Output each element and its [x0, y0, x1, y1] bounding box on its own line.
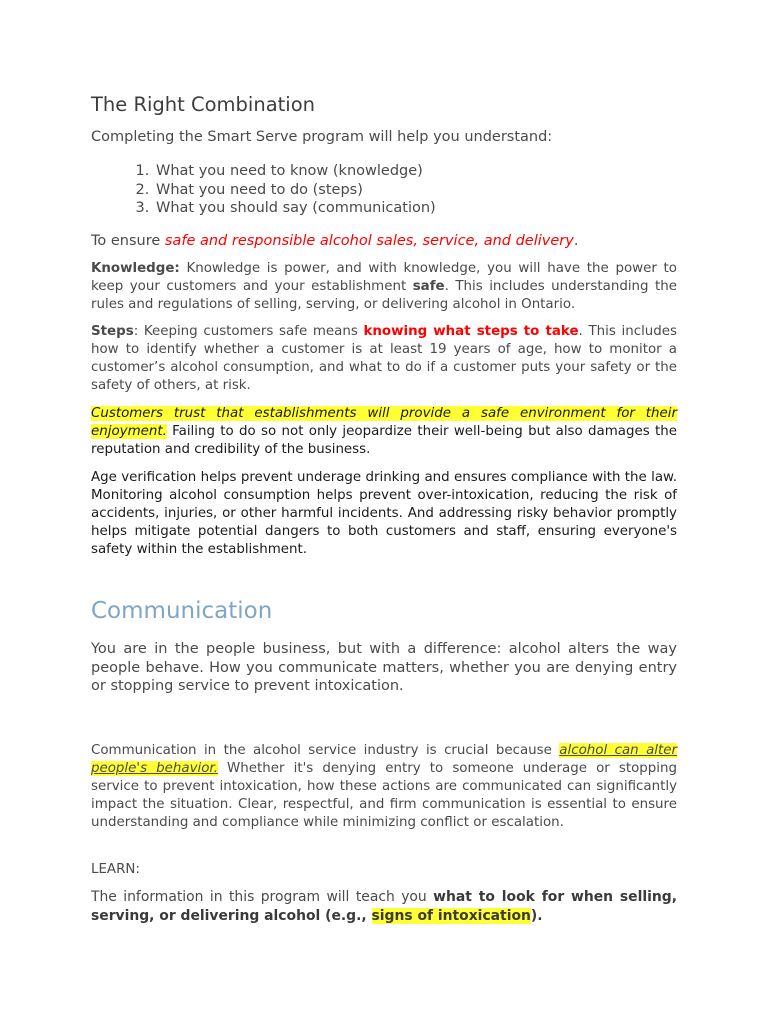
communication-paragraph — [91, 742, 677, 832]
trust-paragraph — [91, 405, 677, 459]
knowledge-paragraph — [91, 260, 677, 314]
knowledge-emphasis: safe — [412, 279, 445, 294]
trust-highlight: Customers trust that establishments will provide a safe environment for their enjoyment. — [91, 406, 677, 439]
knowledge-label: Knowledge: — [91, 261, 180, 276]
trust-text: Failing to do so not only jeopardize their well-being but also damages the reputation and credibility of the business. — [91, 424, 677, 457]
steps-list — [91, 162, 654, 218]
communication-text-b: Whether it's denying entry to someone underage or stopping service to prevent intoxication, how these actions are communicated can significantly impact the situation. Clear, respectful, and firm communication is essential to ensure understanding and compliance while minimizing conflict or escalation. — [91, 761, 677, 830]
info-bold-b: ). — [530, 907, 543, 924]
knowledge-text-a: Knowledge is power, and with knowledge, you will have the power to keep your customers and your establishment — [91, 261, 677, 294]
ensure-suffix: . — [573, 233, 579, 249]
learn-label: LEARN: — [91, 862, 140, 877]
steps-emphasis: knowing what steps to take — [363, 324, 579, 339]
page-title: The Right Combination — [91, 93, 316, 116]
list-item: 3. What you should say (communication) — [154, 199, 654, 218]
steps-label: Steps — [91, 324, 134, 339]
list-item: 2. What you need to do (steps) — [154, 181, 654, 200]
communication-text-a: Communication in the alcohol service industry is crucial because — [91, 743, 560, 758]
communication-intro: You are in the people business, but with a difference: alcohol alters the way people behave. How you communicate matters, whether you are denying entry or stopping service to prevent intoxication. — [91, 641, 677, 694]
communication-heading: Communication — [91, 598, 273, 624]
ensure-prefix: To ensure — [91, 233, 165, 249]
intro-text: Completing the Smart Serve program will help you understand: — [91, 129, 553, 145]
ensure-sentence — [91, 231, 578, 251]
knowledge-text-b: . This includes understanding the rules and regulations of selling, serving, or delivering alcohol in Ontario. — [91, 279, 677, 312]
steps-text-a: : Keeping customers safe means — [133, 324, 364, 339]
info-text-a: The information in this program will teach you — [91, 889, 434, 905]
list-item: 1. What you need to know (knowledge) — [154, 162, 654, 181]
ensure-emphasis: safe and responsible alcohol sales, service, and delivery — [164, 233, 574, 249]
info-paragraph — [91, 888, 677, 925]
info-bold-a: what to look for when selling, serving, or delivering alcohol (e.g., — [91, 889, 677, 924]
steps-text-b: . This includes how to identify whether a customer is at least 19 years of age, how to monitor a customer’s alcohol consumption, and what to do if a customer puts your safety or the safety of others, at risk. — [91, 324, 677, 393]
age-verification-paragraph: Age verification helps prevent underage drinking and ensures compliance with the law. Monitoring alcohol consumption helps prevent over-intoxication, reducing the risk of accidents, injuries, or other harmful incidents. And addressing risky behavior promptly helps mitigate potential dangers to both customers and staff, ensuring everyone's safety within the establishment. — [91, 470, 677, 557]
communication-highlight: alcohol can alter people's behavior. — [91, 743, 677, 776]
steps-paragraph — [91, 323, 677, 395]
info-bold-highlight: signs of intoxication — [371, 907, 531, 924]
